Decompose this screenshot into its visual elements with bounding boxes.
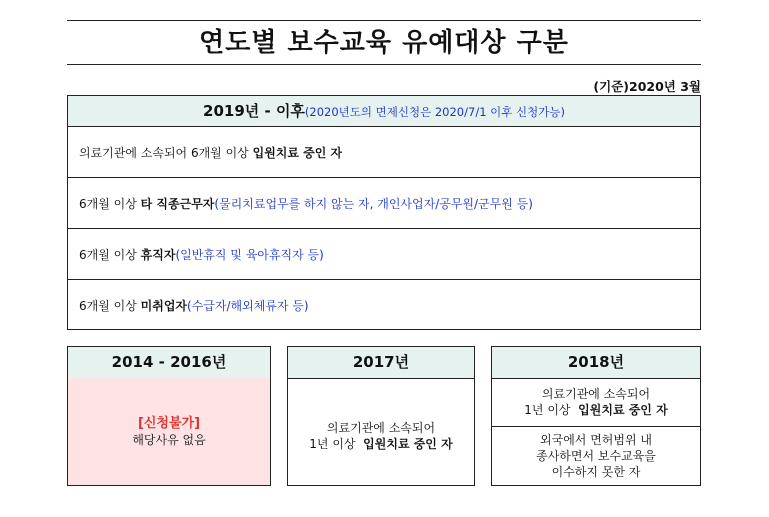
row-text: 의료기관에 소속되어 6개월 이상 [79,145,249,160]
row-text: 6개월 이상 [79,298,137,313]
status-reason: 해당사유 없음 [132,432,206,447]
page-title: 연도별 보수교육 유예대상 구분 [199,28,569,58]
box-2017-header: 2017년 [288,347,474,379]
section-2019-header [68,96,700,127]
box-2018 [491,346,701,486]
box-2017-line1: 의료기관에 소속되어 [326,420,436,435]
row-text: 6개월 이상 [79,196,137,211]
box-2018-item1-line1: 의료기관에 소속되어 [541,387,651,401]
row-note: (일반휴직 및 육아휴직자 등) [175,247,324,262]
box-2018-item2-line3: 이수하지 못한 자 [551,465,641,479]
box-2018-item1 [492,378,700,427]
list-item [68,228,700,279]
section-2019 [67,95,701,330]
box-2017-line2 [309,436,452,452]
box-2018-header: 2018년 [492,347,700,379]
box-2014-2016-body [68,378,270,485]
row-note: (수급자/해외체류자 등) [187,298,309,313]
row-bold: 휴직자 [140,247,176,262]
box-2017-body [288,378,474,485]
list-item [68,279,700,330]
line-bold: 입원치료 중인 자 [578,403,668,417]
box-2018-item2-line2: 종사하면서 보수교육을 [536,449,656,463]
box-2018-item2-line1: 외국에서 면허범위 내 [540,433,652,447]
box-2018-item1-line2 [524,402,667,418]
box-2017 [287,346,475,486]
row-bold: 미취업자 [140,298,188,313]
row-bold: 타 직종근무자 [140,196,215,211]
list-item [68,177,700,228]
line-text: 1년 이상 [524,403,575,417]
box-2014-2016-header: 2014 - 2016년 [68,347,270,379]
status-blocked: [신청불가] [137,415,201,431]
basis-date: (기준)2020년 3월 [593,79,701,94]
line-text: 1년 이상 [309,436,360,451]
section-2019-note: (2020년도의 면제신청은 2020/7/1 이후 신청가능) [304,105,565,119]
line-bold: 입원치료 중인 자 [363,436,453,451]
box-2014-2016 [67,346,271,486]
title-bottom-rule [67,64,701,65]
title-top-rule [67,20,701,21]
row-note: (물리치료업무를 하지 않는 자, 개인사업자/공무원/군무원 등) [214,196,533,211]
list-item [68,126,700,177]
row-text: 6개월 이상 [79,247,137,262]
section-2019-title: 2019년 - 이후 [203,102,305,120]
row-bold: 입원치료 중인 자 [252,145,343,160]
box-2018-item2 [492,427,700,485]
